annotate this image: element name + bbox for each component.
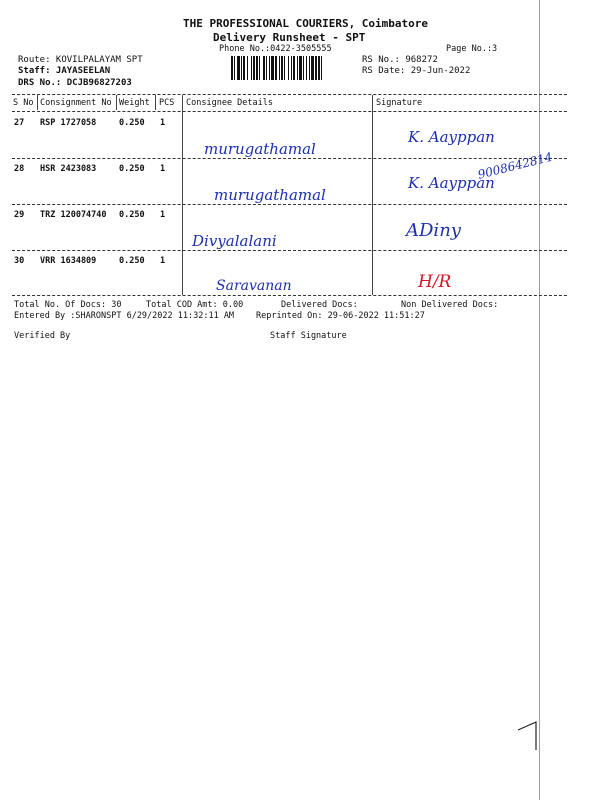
staff-signature: Staff Signature — [270, 331, 347, 341]
row-weight: 0.250 — [119, 210, 145, 220]
drs-number: DRS No.: DCJB96827203 — [18, 78, 132, 88]
reprinted-on: Reprinted On: 29-06-2022 11:51:27 — [256, 311, 425, 321]
col-header-signature: Signature — [376, 98, 423, 108]
page-edge-line — [539, 0, 540, 800]
row-rule — [12, 250, 567, 251]
staff-label: Staff: JAYASEELAN — [18, 66, 111, 76]
row-rule — [12, 204, 567, 205]
consignee-handwriting: murugathamal — [204, 140, 316, 158]
consignee-handwriting: Saravanan — [216, 278, 292, 294]
row-pcs: 1 — [160, 256, 166, 266]
row-consignment: VRR 1634809 — [40, 256, 97, 266]
consignee-handwriting: Divyalalani — [192, 232, 277, 250]
verified-by: Verified By — [14, 331, 71, 341]
table-bottom-rule — [12, 295, 567, 296]
entered-by: Entered By :SHARONSPT 6/29/2022 11:32:11 AM — [14, 311, 235, 321]
row-sno: 28 — [14, 164, 25, 174]
column-divider — [155, 95, 156, 110]
delivered-docs: Delivered Docs: — [281, 300, 358, 310]
signature-handwriting: K. Aayppan — [408, 174, 495, 192]
table-top-rule — [12, 94, 567, 95]
col-header-consignment: Consignment No — [40, 98, 112, 108]
phone-handwriting: 9008642814 — [476, 149, 554, 182]
row-sno: 27 — [14, 118, 25, 128]
row-rule — [12, 158, 567, 159]
row-sno: 30 — [14, 256, 25, 266]
col-header-weight: Weight — [119, 98, 150, 108]
col-header-sno: S No — [13, 98, 34, 108]
column-divider — [372, 95, 373, 295]
signature-handwriting: ADiny — [406, 220, 461, 241]
column-divider — [37, 95, 38, 110]
row-sno: 29 — [14, 210, 25, 220]
pen-mark — [514, 716, 542, 756]
row-weight: 0.250 — [119, 256, 145, 266]
row-pcs: 1 — [160, 210, 166, 220]
non-delivered-docs: Non Delivered Docs: — [401, 300, 499, 310]
header-rule — [12, 111, 567, 112]
row-weight: 0.250 — [119, 164, 145, 174]
total-docs: Total No. Of Docs: 30 — [14, 300, 122, 310]
runsheet-title: Delivery Runsheet - SPT — [213, 31, 366, 44]
row-consignment: RSP 1727058 — [40, 118, 97, 128]
signature-handwriting: K. Aayppan — [408, 128, 495, 146]
route-label: Route: KOVILPALAYAM SPT — [18, 55, 143, 65]
rs-number: RS No.: 968272 — [362, 55, 438, 65]
col-header-pcs: PCS — [159, 98, 175, 108]
row-consignment: TRZ 120074740 — [40, 210, 107, 220]
rs-date: RS Date: 29-Jun-2022 — [362, 66, 471, 76]
col-header-consignee: Consignee Details — [186, 98, 273, 108]
row-weight: 0.250 — [119, 118, 145, 128]
row-pcs: 1 — [160, 164, 166, 174]
consignee-handwriting: murugathamal — [214, 186, 326, 204]
page-number: Page No.:3 — [446, 44, 498, 54]
phone-number: Phone No.:0422-3505555 — [219, 44, 332, 54]
signature-handwriting: H/R — [418, 272, 452, 292]
row-pcs: 1 — [160, 118, 166, 128]
barcode — [231, 56, 324, 80]
column-divider — [182, 95, 183, 295]
column-divider — [116, 95, 117, 110]
total-cod: Total COD Amt: 0.00 — [146, 300, 244, 310]
row-consignment: HSR 2423083 — [40, 164, 97, 174]
company-name: THE PROFESSIONAL COURIERS, Coimbatore — [183, 17, 429, 30]
